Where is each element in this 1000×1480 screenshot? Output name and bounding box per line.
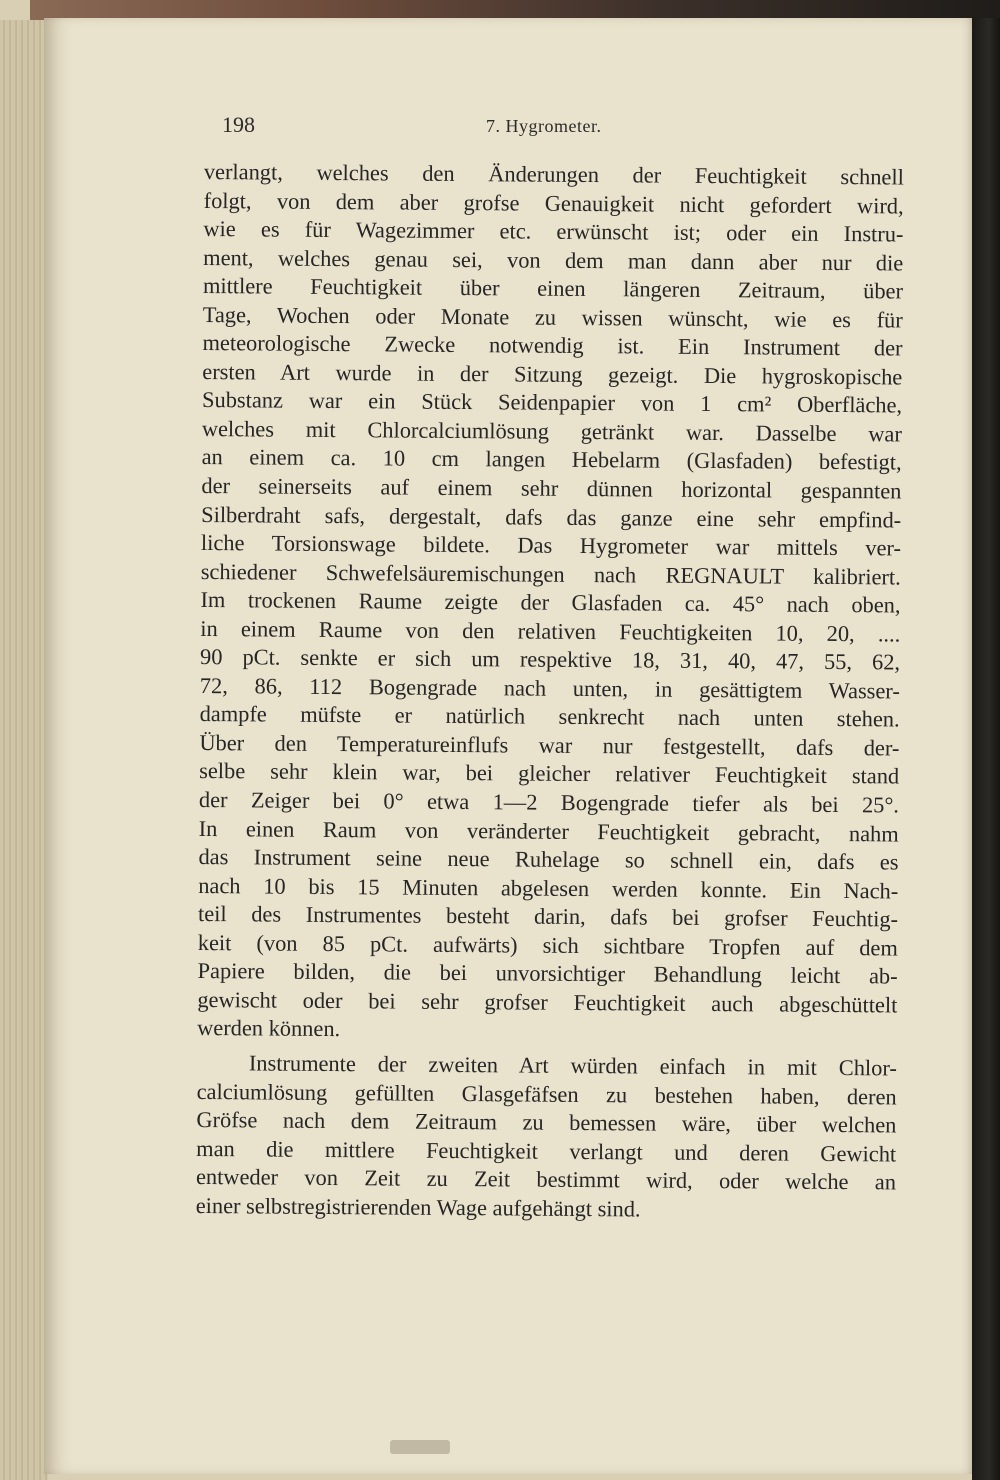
text-line: der seinerseits auf einem sehr dünnen horizontal gespannten: [201, 473, 902, 504]
text-line: selbe sehr klein war, bei gleicher relativer Feuchtigkeit stand: [199, 758, 900, 789]
paragraph-1: [197, 158, 904, 1048]
text-line: nach 10 bis 15 Minuten abgelesen werden konnte. Ein Nach-: [198, 872, 899, 904]
text-line: Über den Temperatureinflufs war nur festgestellt, dafs der-: [199, 729, 900, 761]
text-line: Instrumente der zweiten Art würden einfach in mit Chlor-: [248, 1050, 897, 1081]
book-cover-edge: [972, 18, 1000, 1480]
running-head: 7. Hygrometer.: [486, 116, 602, 136]
text-line: verlangt, welches den Änderungen der Feuchtigkeit schnell: [203, 158, 904, 190]
text-line: einer selbstregistrierenden Wage aufgehängt sind.: [195, 1192, 641, 1222]
page-header: [222, 112, 902, 142]
text-line: gewischt oder bei sehr grofser Feuchtigkeit auch abgeschüttelt: [197, 986, 898, 1018]
text-line: man die mittlere Feuchtigkeit verlangt und deren Gewicht: [196, 1135, 897, 1167]
text-line: mittlere Feuchtigkeit über einen längeren Zeitraum, über: [202, 273, 904, 304]
text-line: Im trockenen Raume zeigte der Glasfaden ca. 45° nach oben,: [200, 587, 901, 618]
page-stack-edge: [0, 20, 48, 1480]
text-line: wie es für Wagezimmer etc. erwünscht ist; oder ein Instru-: [203, 216, 904, 247]
text-line: entweder von Zeit zu Zeit bestimmt wird, oder welche an: [195, 1164, 897, 1195]
text-line: calciumlösung gefüllten Glasgefäfsen zu bestehen haben, deren: [196, 1078, 897, 1109]
text-line: 72, 86, 112 Bogengrade nach unten, in gesättigtem Wasser-: [199, 672, 900, 704]
text-line: in einem Raume von den relativen Feuchtigkeiten 10, 20, ....: [200, 615, 901, 647]
text-line: Substanz war ein Stück Seidenpapier von 1 cm² Oberfläche,: [202, 387, 903, 418]
text-line: teil des Instrumentes besteht darin, dafs bei grofser Feuchtig-: [197, 901, 899, 932]
page-stain: [390, 1440, 450, 1454]
text-line: Silberdraht safs, dergestalt, dafs das ganze eine sehr empfind-: [201, 501, 902, 533]
text-line: ment, welches genau sei, von dem man dann aber nur die: [203, 244, 904, 276]
text-line: Tage, Wochen oder Monate zu wissen wünscht, wie es für: [202, 301, 903, 333]
text-line: werden können.: [197, 1015, 341, 1042]
text-line: welches mit Chlorcalciumlösung getränkt war. Dasselbe war: [201, 415, 902, 447]
text-line: dampfe müfste er natürlich senkrecht nach unten stehen.: [199, 701, 900, 732]
text-line: der Zeiger bei 0° etwa 1—2 Bogengrade tiefer als bei 25°.: [198, 787, 900, 818]
paragraph-2: [196, 1049, 897, 1226]
text-line: ersten Art wurde in der Sitzung gezeigt. Die hygroskopische: [202, 358, 903, 390]
text-line: In einen Raum von veränderter Feuchtigkeit gebracht, nahm: [198, 815, 899, 847]
text-line: das Instrument seine neue Ruhelage so schnell ein, dafs es: [198, 844, 899, 875]
text-line: folgt, von dem aber grofse Genauigkeit nicht gefordert wird,: [203, 187, 904, 219]
text-line: an einem ca. 10 cm langen Hebelarm (Glasfaden) befestigt,: [201, 444, 902, 475]
text-line: keit (von 85 pCt. aufwärts) sich sichtbare Tropfen auf dem: [197, 929, 898, 961]
body-text: [196, 158, 904, 1226]
text-line: schiedener Schwefelsäuremischungen nach REGNAULT kalibriert.: [200, 558, 901, 590]
text-line: Gröfse nach dem Zeitraum zu bemessen wäre, über welchen: [196, 1107, 897, 1138]
text-line: Papiere bilden, die bei unvorsichtiger Behandlung leicht ab-: [197, 958, 898, 989]
text-line: liche Torsionswage bildete. Das Hygrometer war mittels ver-: [200, 530, 902, 561]
text-line: meteorologische Zwecke notwendig ist. Ein Instrument der: [202, 330, 903, 361]
page-number: 198: [222, 112, 255, 137]
text-line: 90 pCt. senkte er sich um respektive 18, 31, 40, 47, 55, 62,: [199, 644, 901, 675]
